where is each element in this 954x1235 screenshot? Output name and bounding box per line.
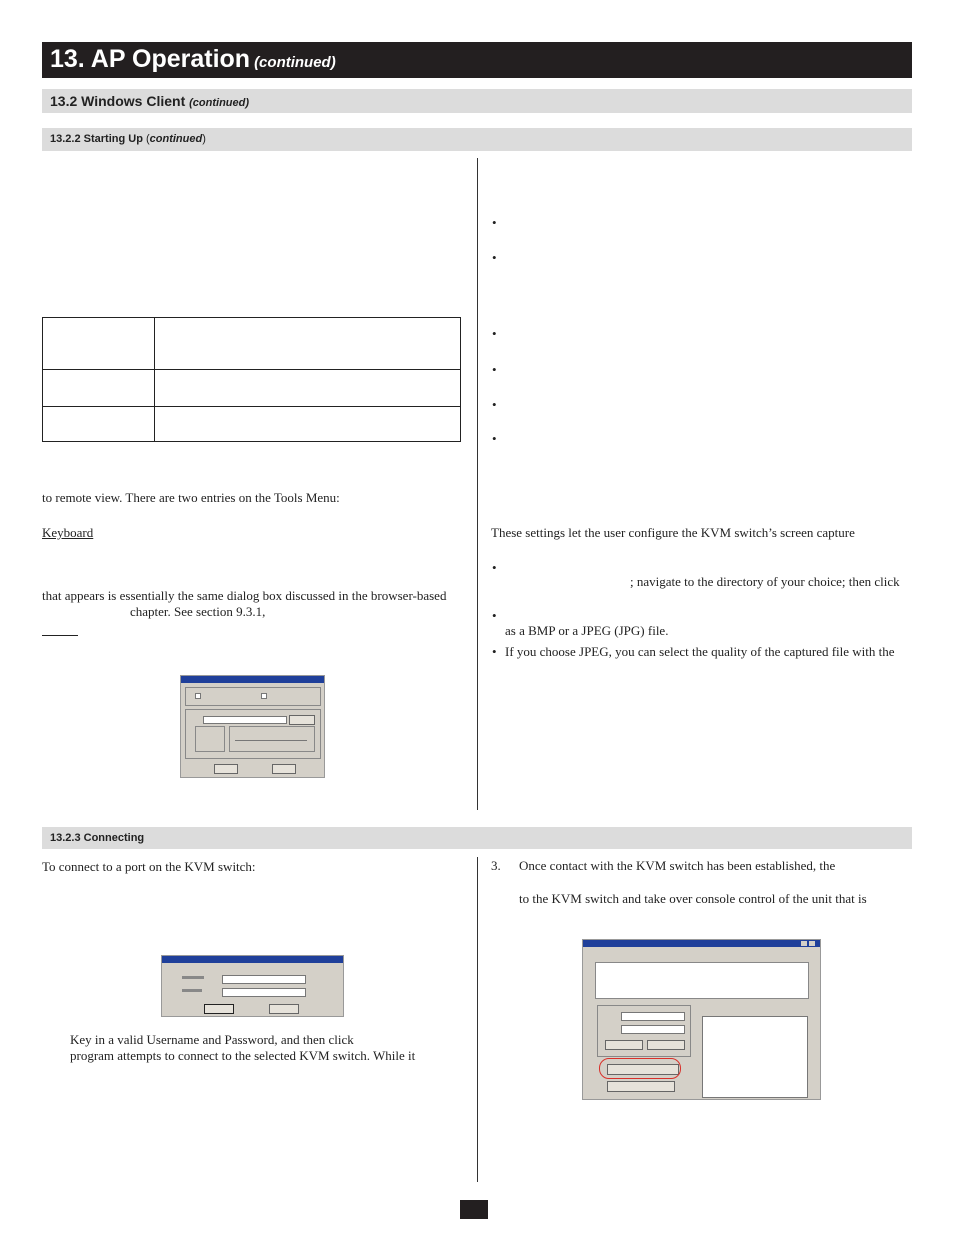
settings-table [42, 317, 461, 442]
dialog-titlebar [181, 676, 324, 683]
bullet: • [492, 215, 497, 230]
bullet: • [492, 560, 497, 575]
column-divider [477, 158, 478, 810]
file-format-text: as a BMP or a JPEG (JPG) file. [505, 623, 669, 638]
step3-number: 3. [491, 858, 501, 873]
navigate-text: ; navigate to the directory of your choice; then click [630, 574, 900, 589]
subsection-title-connecting: 13.2.3 Connecting [50, 832, 145, 844]
snapshot-config-dialog [180, 675, 325, 778]
highlight-circle [599, 1058, 681, 1079]
bullet: • [492, 397, 497, 412]
bullet: • [492, 326, 497, 341]
subsection-title: 13.2.2 Starting Up [50, 133, 143, 145]
login-window-image [161, 955, 344, 1017]
dialog-titlebar [583, 940, 820, 947]
jpeg-quality-text: If you choose JPEG, you can select the quality of the captured file with the [505, 644, 895, 659]
step3-line1: Once contact with the KVM switch has been established, the [519, 858, 836, 873]
underline-rule [42, 635, 78, 636]
subsection-header-connecting [42, 827, 912, 849]
chapter-title: 13. AP Operation [50, 45, 251, 73]
step3-line2: to the KVM switch and take over console control of the unit that is [519, 891, 867, 906]
login-step-line1: Key in a valid Username and Password, and then click [70, 1032, 354, 1047]
column-divider [477, 857, 478, 1182]
page-number-tab [460, 1200, 488, 1219]
bullet: • [492, 431, 497, 446]
bullet: • [492, 644, 497, 659]
bullet: • [492, 250, 497, 265]
dialog-text-line2: chapter. See section 9.3.1, [130, 604, 266, 619]
keyboard-link[interactable]: Keyboard [42, 525, 94, 540]
tools-menu-text: to remote view. There are two entries on the Tools Menu: [42, 490, 340, 505]
subsection-header: 13.2.2 Starting Up (continued) [42, 128, 912, 151]
connect-intro: To connect to a port on the KVM switch: [42, 859, 256, 874]
dialog-text-line1: that appears is essentially the same dialog box discussed in the browser-based [42, 588, 447, 603]
bullet: • [492, 362, 497, 377]
login-step-line2: program attempts to connect to the selected KVM switch. While it [70, 1048, 416, 1063]
subsection-title-suffix: continued [149, 133, 203, 145]
winclient-main-window-image [582, 939, 821, 1100]
capture-settings-text: These settings let the user configure the KVM switch’s screen capture [491, 525, 855, 540]
section-title-suffix: (continued) [189, 97, 250, 109]
section-header [42, 89, 912, 113]
dialog-titlebar [162, 956, 343, 963]
chapter-title-bar [42, 42, 912, 78]
bullet: • [492, 608, 497, 623]
section-title: 13.2 Windows Client [50, 93, 186, 109]
chapter-title-suffix: (continued) [254, 54, 336, 71]
